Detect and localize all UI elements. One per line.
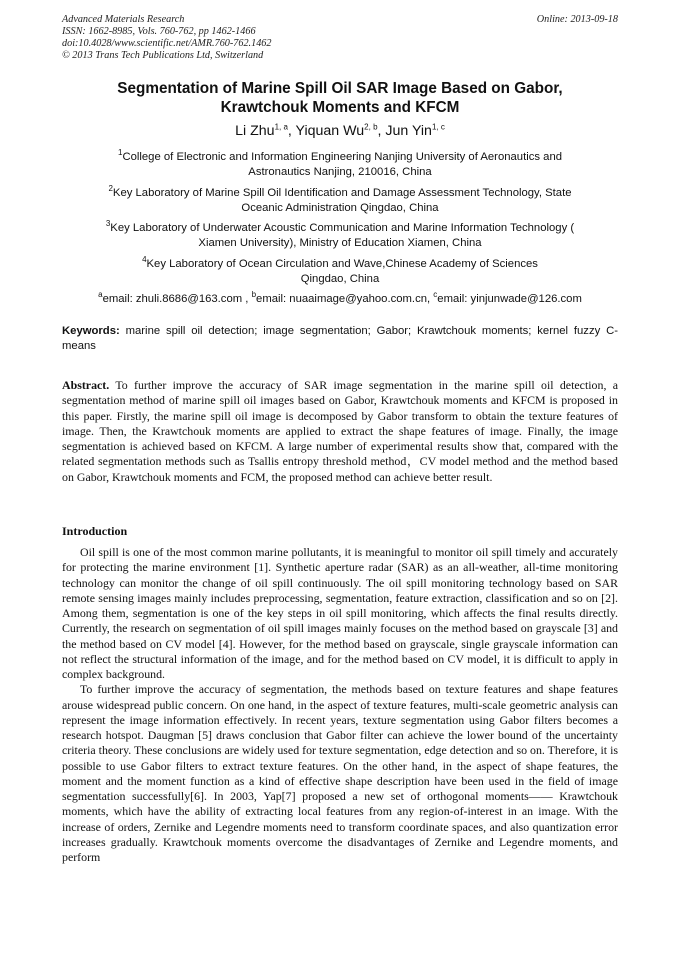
email-text: email: nuaaimage@yahoo.com.cn, [256, 293, 434, 306]
affiliation-sup: 1 [117, 148, 123, 158]
affiliation-line: Key Laboratory of Underwater Acoustic Communication and Marine Information Technology ( [110, 222, 575, 235]
email-sup: a [98, 290, 103, 300]
online-date: Online: 2013-09-18 [536, 14, 618, 25]
title-line-1: Segmentation of Marine Spill Oil SAR Image Based on Gabor, [117, 80, 563, 97]
affiliation [62, 257, 618, 288]
author-sup: 2, b [364, 122, 378, 132]
keywords-text: marine spill oil detection; image segmentation; Gabor; Krawtchouk moments; kernel fuzzy C-means [62, 325, 618, 352]
affiliation-sup: 3 [105, 219, 111, 229]
journal-header [62, 14, 618, 62]
author-sup: 1, a [274, 122, 288, 132]
title-line-2: Krawtchouk Moments and KFCM [220, 99, 460, 116]
affiliation-line: Astronautics Nanjing, 210016, China [248, 166, 432, 179]
abstract-text: To further improve the accuracy of SAR image segmentation in the marine spill oil detection, a segmentation method of marine spill oil images based on Gabor, Krawtchouk moments and KFCM is proposed in this paper. Firstly, the marine spill oil image is decomposed by Gabor transform to obtain the texture features of image. Then, the Krawtchouk moments are applied to extract the shape features of image. Finally, the image segmentation is achieved based on KFCM. A large number of experimental results show that, compared with the related segmentation methods such as Tsallis entropy threshold method，CV model method and the method based on Gabor, Krawtchouk moments and FCM, the proposed method can achieve better result. [62, 378, 618, 484]
affiliation-line: College of Electronic and Information Engineering Nanjing University of Aeronautics and [122, 151, 563, 163]
email-text: email: yinjunwade@126.com [437, 293, 582, 306]
section-heading: Introduction [62, 524, 128, 538]
affiliation-sup: 4 [142, 255, 147, 265]
doi-line: doi:10.4028/www.scientific.net/AMR.760-762.1462 [62, 38, 272, 49]
author-list [62, 122, 618, 140]
journal-name: Advanced Materials Research [62, 14, 185, 25]
paper-title [62, 79, 618, 117]
introduction-body [62, 545, 618, 865]
abstract-section [62, 378, 618, 485]
author-name: Li Zhu [235, 123, 275, 139]
author-sup: 1, c [431, 122, 445, 132]
affiliation-line: Qingdao, China [300, 273, 380, 286]
affiliation-line: Oceanic Administration Qingdao, China [241, 201, 439, 214]
affiliation-line: Key Laboratory of Ocean Circulation and Wave,Chinese Academy of Sciences [146, 257, 538, 270]
author-name: Yiquan Wu [295, 123, 365, 139]
abstract-label: Abstract. [62, 378, 110, 392]
email-sup: b [251, 290, 257, 300]
body-paragraph: To further improve the accuracy of segmentation, the methods based on texture features and shape features arouse widespread public concern. On one hand, in the aspect of texture features, multi-scale geometric analysis can represent the image information effectively. In recent years, texture segmentation using Gabor filters becomes a research hotspot. Daugman [5] draws conclusion that Gabor filter can achieve the lower bound of the uncertainty criteria theory. These conclusions are widely used for texture segmentation, edge detection and so on. Therefore, it is possible to use Gabor filters to extract texture features. On the other hand, in the aspect of shape features, the moment and the moment function as a kind of effective shape description have been used in the field of image segmentation successfully[6]. In 2003, Yap[7] proposed a new set of orthogonal moments—— Krawtchouk moments, which have the ability of extracting local features from any region-of-interest in an image. With the increase of orders, Zernike and Legendre moments need to transform coordinate spaces, and also quantization error increases gradually. Krawtchouk moments overcome the disadvantages of Zernike and Legendre moments, and perform [62, 682, 618, 864]
email-sup: c [433, 290, 438, 300]
email-text: email: zhuli.8686@163.com , [102, 293, 252, 306]
affiliations [62, 150, 618, 308]
author-sep: , [287, 123, 296, 139]
affiliation-sup: 2 [108, 183, 113, 193]
keywords-label: Keywords: [62, 325, 120, 337]
affiliation [62, 183, 618, 217]
email-line [62, 292, 618, 307]
affiliation [62, 150, 618, 181]
affiliation-line: Key Laboratory of Marine Spill Oil Identification and Damage Assessment Technology, State [112, 186, 572, 199]
issn-line: ISSN: 1662-8985, Vols. 760-762, pp 1462-1466 [62, 26, 256, 37]
keywords-section [62, 324, 618, 354]
affiliation-line: Xiamen University), Ministry of Education Xiamen, China [198, 237, 482, 250]
copyright-line: © 2013 Trans Tech Publications Ltd, Switzerland [62, 50, 264, 61]
author-sep: , [377, 123, 386, 139]
body-paragraph: Oil spill is one of the most common marine pollutants, it is meaningful to monitor oil spill timely and accurately for protecting the marine environment [1]. Synthetic aperture radar (SAR) as an all-weather, all-time monitoring technology can monitor the change of oil spill continuously. The oil spill monitoring technology based on SAR remote sensing images mainly includes preprocessing, segmentation, feature extraction, classification and so on [2]. Among them, segmentation is one of the key steps in oil spill monitoring, which affects the final results directly. Currently, the research on segmentation of oil spill images mainly focuses on the method based on grayscale [3] and the method based on CV model [4]. However, for the method based on grayscale, single grayscale information can not reflect the structural information of the image, and for the method based on CV model, it is difficult to apply in complex background. [62, 545, 618, 681]
affiliation [62, 221, 618, 252]
author-name: Jun Yin [385, 123, 432, 139]
